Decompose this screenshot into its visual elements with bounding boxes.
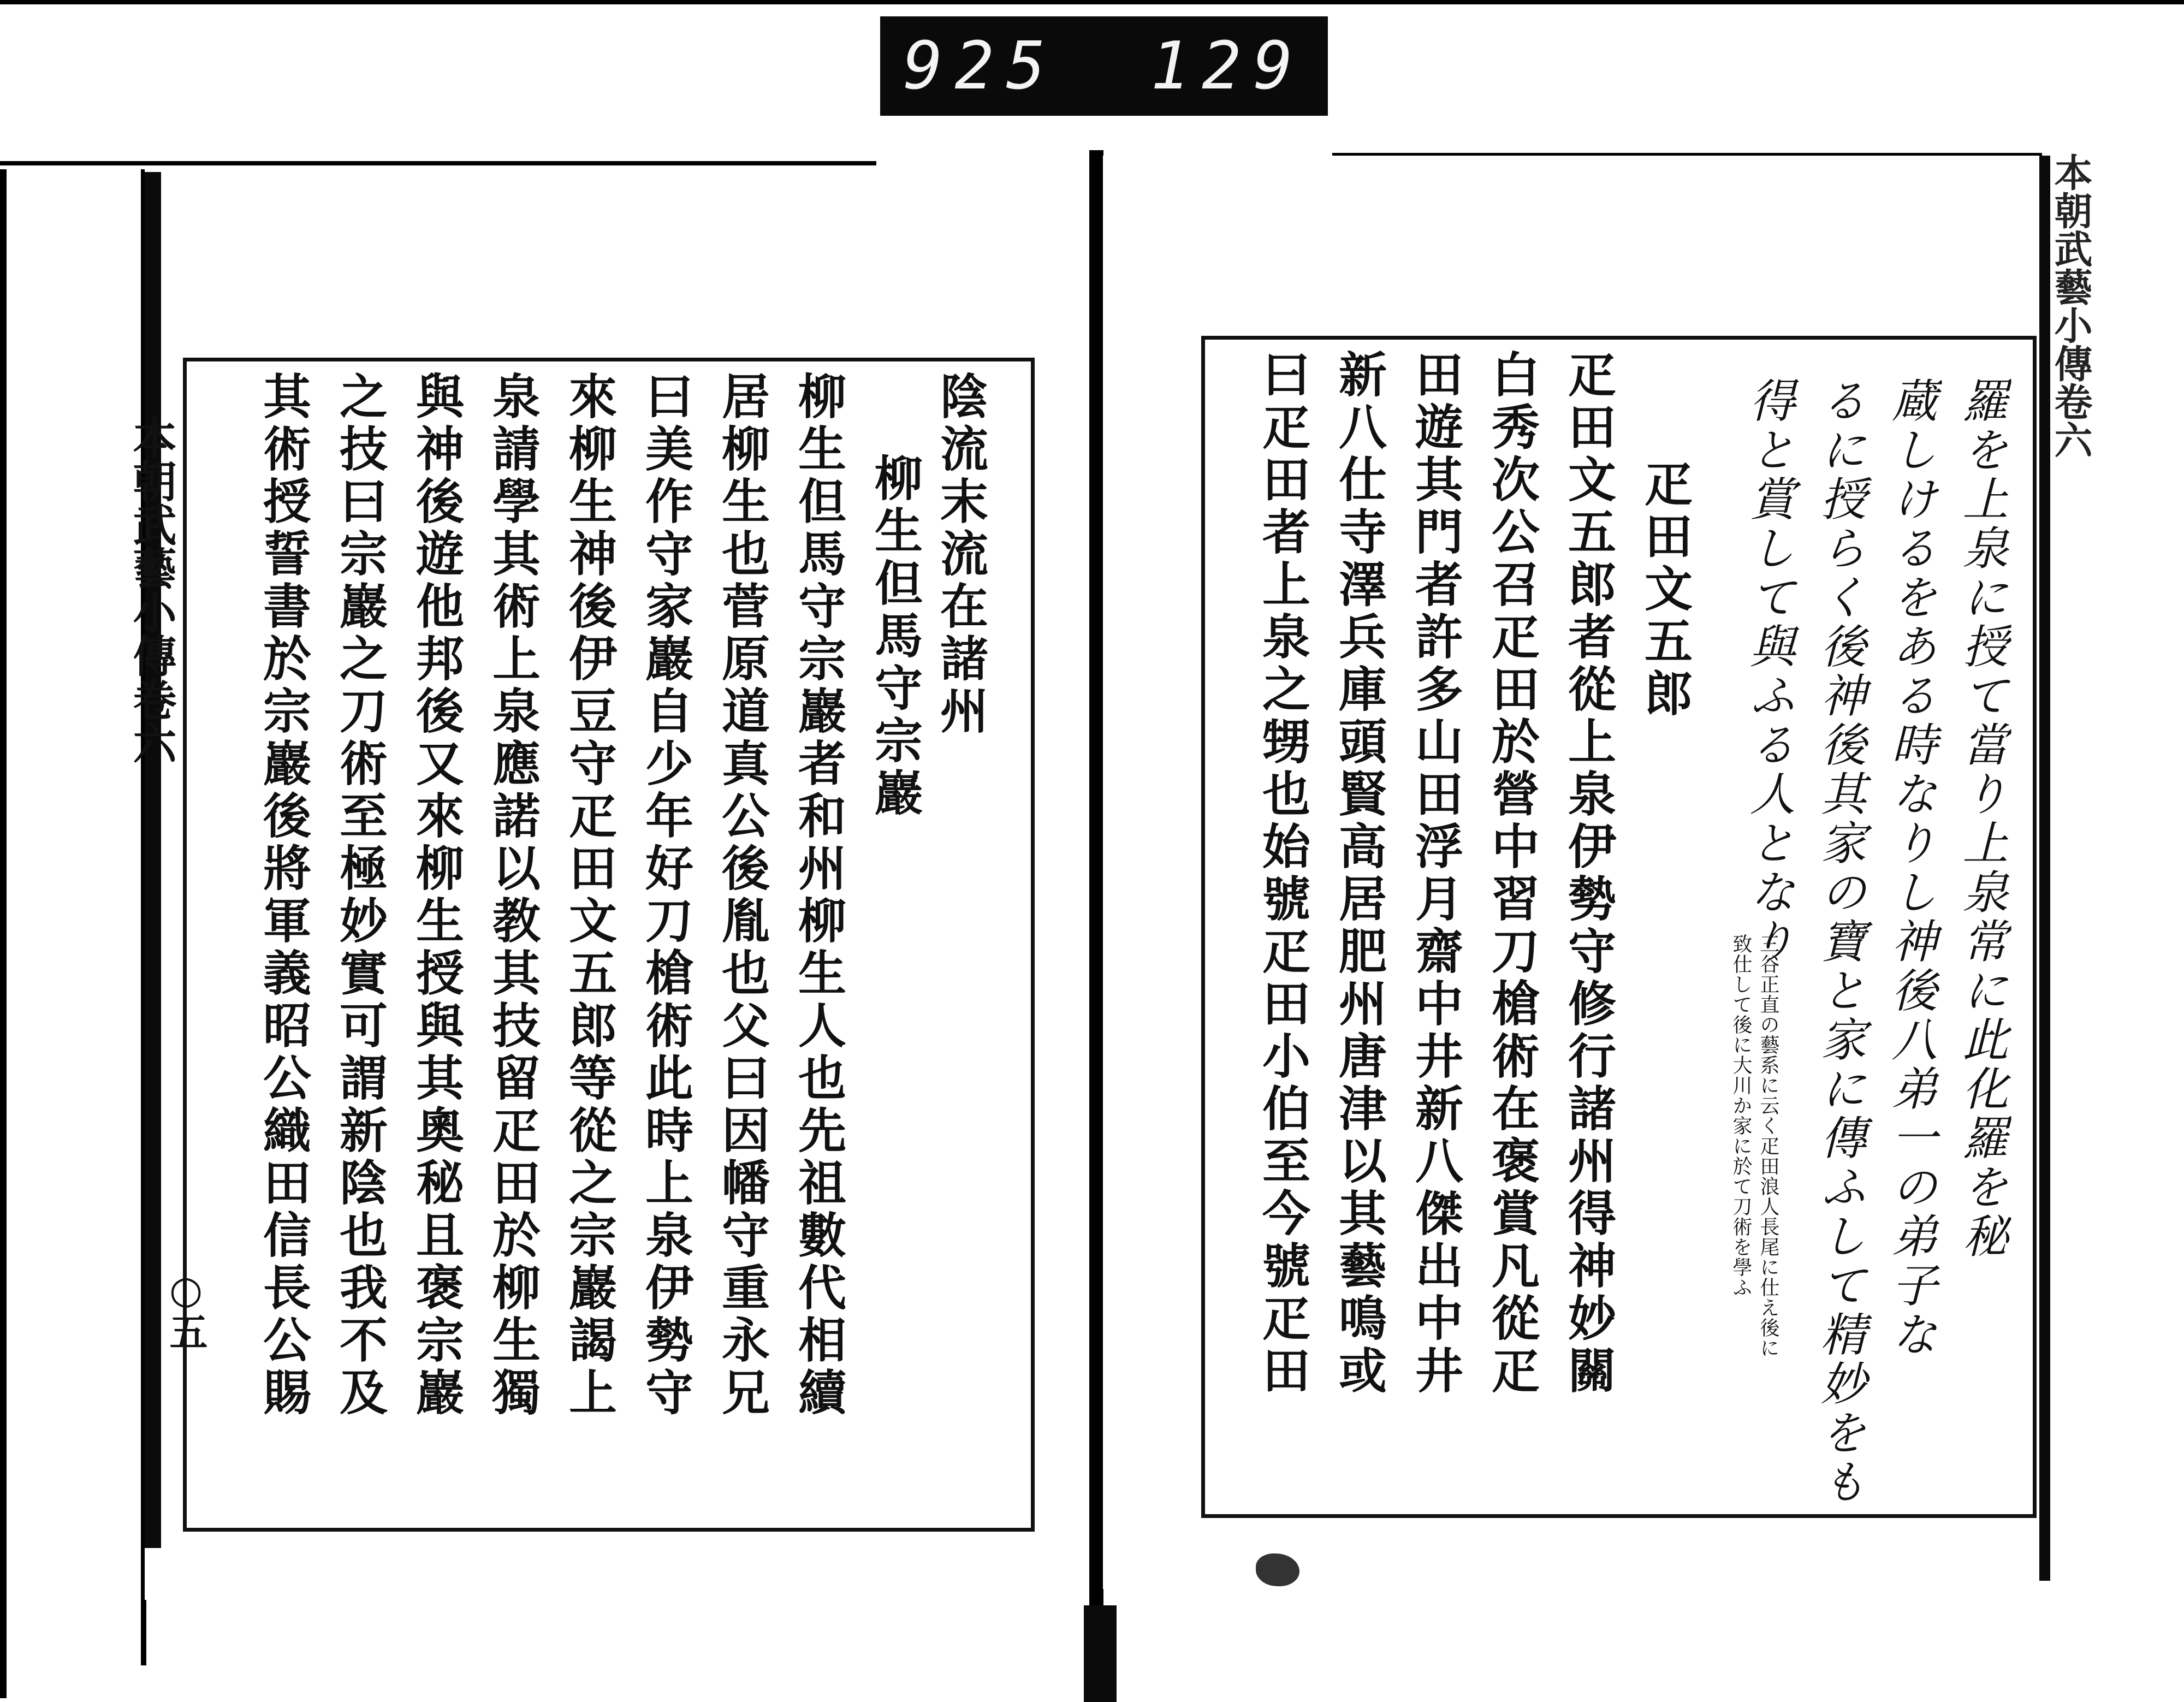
text-column: 曰疋田者上泉之甥也始號疋田小伯至今號疋田	[1255, 349, 1311, 1398]
cursive-column: るに授らく後神後其家の寶と家に傳ふして精妙をも	[1813, 377, 1867, 1507]
annotation-column: 三谷正直の藝系に云く疋田浪人長尾に仕え後に	[1757, 934, 1779, 1358]
gutter-clip	[1084, 1605, 1117, 1702]
left-page-number: ○五	[163, 1267, 209, 1350]
text-column: 田遊其門者許多山田浮月齋中井新八傑出中井	[1408, 349, 1464, 1398]
left-margin-edge	[0, 169, 7, 1698]
scan-top-edge	[0, 0, 2184, 4]
text-column: 與神後遊他邦後又來柳生授與其奧秘且褒宗巖	[408, 371, 465, 1420]
text-column: 曰美作守家巖自少年好刀槍術此時上泉伊勢守	[638, 371, 695, 1420]
reel-number: 925	[903, 28, 1058, 104]
frame-number-label	[880, 16, 1328, 116]
section-heading: 陰流末流在諸州	[933, 371, 989, 738]
left-top-edge	[0, 161, 876, 165]
cursive-column: 蔵しけるをある時なりし神後八弟一の弟子な	[1884, 377, 1938, 1360]
left-margin-title: 本朝武藝小傳卷六	[126, 415, 177, 764]
text-column: 柳生但馬守宗巖者和州柳生人也先祖數代相續	[791, 371, 847, 1420]
text-column: 新八仕寺澤兵庫頭賢高居肥州唐津以其藝鳴或	[1331, 349, 1388, 1398]
text-column: 之技曰宗巖之刀術至極妙實可謂新陰也我不及	[332, 371, 389, 1420]
subsection-heading: 疋田文五郎	[1637, 459, 1694, 721]
text-column: 居柳生也菅原道真公後胤也父曰因幡守重永兄	[714, 371, 771, 1420]
frame-number: 129	[1150, 28, 1305, 104]
text-column: 疋田文五郎者從上泉伊勢守修行諸州得神妙關	[1560, 349, 1617, 1398]
cursive-column: 得と賞して與ふる人となり	[1742, 377, 1796, 966]
subsection-heading: 柳生但馬守宗巖	[867, 453, 924, 820]
text-column: 其術授誓書於宗巖後將軍義昭公織田信長公賜	[256, 371, 312, 1420]
text-column: 來柳生神後伊豆守疋田文五郎等從之宗巖謁上	[561, 371, 618, 1420]
text-column: 泉請學其術上泉應諾以教其技留疋田於柳生獨	[485, 371, 542, 1420]
right-margin-title: 本朝武藝小傳卷六	[2048, 153, 2093, 459]
cursive-column: 羅を上泉に授て當り上泉常に此化羅を秘	[1955, 377, 2009, 1261]
text-column: 白秀次公召疋田於營中習刀槍術在褒賞凡從疋	[1484, 349, 1541, 1398]
book-gutter	[1089, 150, 1103, 1702]
annotation-column: 致仕して後に大川か家に於て刀術を學ふ	[1730, 934, 1752, 1297]
